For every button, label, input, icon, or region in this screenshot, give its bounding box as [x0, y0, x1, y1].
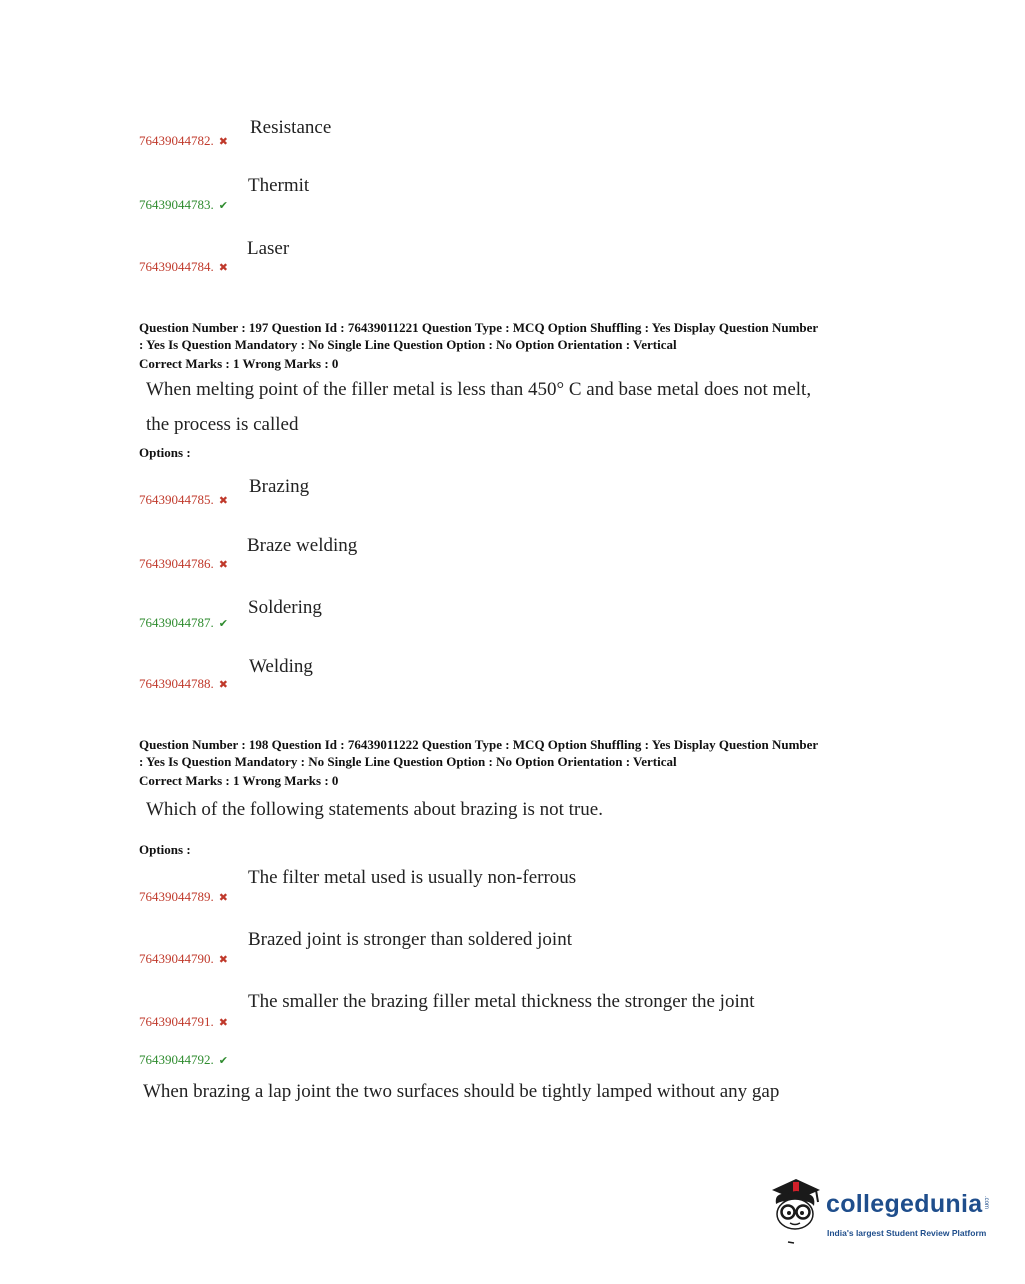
option-text: The smaller the brazing filler metal thickness the stronger the joint: [248, 991, 755, 1012]
option-id-row: [139, 197, 228, 213]
options-label: Options :: [139, 842, 191, 857]
cross-icon: ✖: [218, 1017, 228, 1029]
option-id-row: [139, 1052, 228, 1068]
option-id-row: [139, 492, 228, 508]
cross-icon: ✖: [218, 679, 228, 691]
question-header-line: : Yes Is Question Mandatory : No Single Line Question Option : No Option Orientation : Vertical: [139, 753, 677, 769]
question-header-line: : Yes Is Question Mandatory : No Single Line Question Option : No Option Orientation : Vertical: [139, 336, 677, 352]
question-header: [139, 737, 919, 790]
option-text: Soldering: [248, 597, 322, 618]
cross-icon: ✖: [218, 892, 228, 904]
option-id: 76439044785.: [139, 492, 214, 507]
cross-icon: ✖: [218, 262, 228, 274]
option-id: 76439044789.: [139, 889, 214, 904]
option-text: Resistance: [250, 117, 332, 138]
option-id-row: [139, 259, 228, 275]
check-icon: ✔: [218, 1055, 228, 1067]
option-id: 76439044786.: [139, 556, 214, 571]
option-id-row: [139, 556, 228, 572]
check-icon: ✔: [218, 200, 228, 212]
question-header-line: Question Number : 198 Question Id : 76439011222 Question Type : MCQ Option Shuffling : Yes Display Question Number: [139, 737, 819, 752]
option-text: Thermit: [248, 175, 310, 196]
option-id-row: [139, 676, 228, 692]
option-id-row: [139, 951, 228, 967]
question-header-line: Question Number : 197 Question Id : 76439011221 Question Type : MCQ Option Shuffling : Yes Display Question Number: [139, 320, 819, 335]
logo-domain-suffix: .com: [983, 1196, 989, 1210]
check-icon: ✔: [218, 618, 228, 630]
option-id: 76439044787.: [139, 615, 214, 630]
logo-wordmark: collegedunia: [826, 1190, 983, 1218]
option-text: Braze welding: [247, 535, 358, 556]
option-text: The filter metal used is usually non-ferrous: [248, 867, 577, 888]
option-id: 76439044783.: [139, 197, 214, 212]
option-text: Brazed joint is stronger than soldered joint: [248, 929, 572, 950]
option-text: Laser: [247, 238, 290, 259]
cross-icon: ✖: [218, 559, 228, 571]
question-text: Which of the following statements about brazing is not true.: [146, 799, 603, 820]
option-id-row: [139, 615, 228, 631]
option-id: 76439044791.: [139, 1014, 214, 1029]
option-id: 76439044792.: [139, 1052, 214, 1067]
option-id: 76439044782.: [139, 133, 214, 148]
option-id: 76439044784.: [139, 259, 214, 274]
option-text: Welding: [249, 656, 313, 677]
question-text: the process is called: [146, 414, 299, 435]
collegedunia-logo: [766, 1176, 996, 1246]
cross-icon: ✖: [218, 136, 228, 148]
question-marks: Correct Marks : 1 Wrong Marks : 0: [139, 356, 339, 371]
option-id: 76439044788.: [139, 676, 214, 691]
option-id-row: [139, 889, 228, 905]
option-id-row: [139, 1014, 228, 1030]
options-label: Options :: [139, 445, 191, 460]
logo-tagline: India's largest Student Review Platform: [827, 1228, 987, 1238]
option-id-row: [139, 133, 228, 149]
option-text: Brazing: [249, 476, 310, 497]
option-text: When brazing a lap joint the two surfaces should be tightly lamped without any gap: [143, 1081, 780, 1102]
mascot-icon: [766, 1176, 826, 1246]
question-header: [139, 320, 919, 373]
cross-icon: ✖: [218, 954, 228, 966]
option-id: 76439044790.: [139, 951, 214, 966]
cross-icon: ✖: [218, 495, 228, 507]
question-text: When melting point of the filler metal is less than 450° C and base metal does not melt,: [146, 379, 812, 400]
question-marks: Correct Marks : 1 Wrong Marks : 0: [139, 773, 339, 788]
